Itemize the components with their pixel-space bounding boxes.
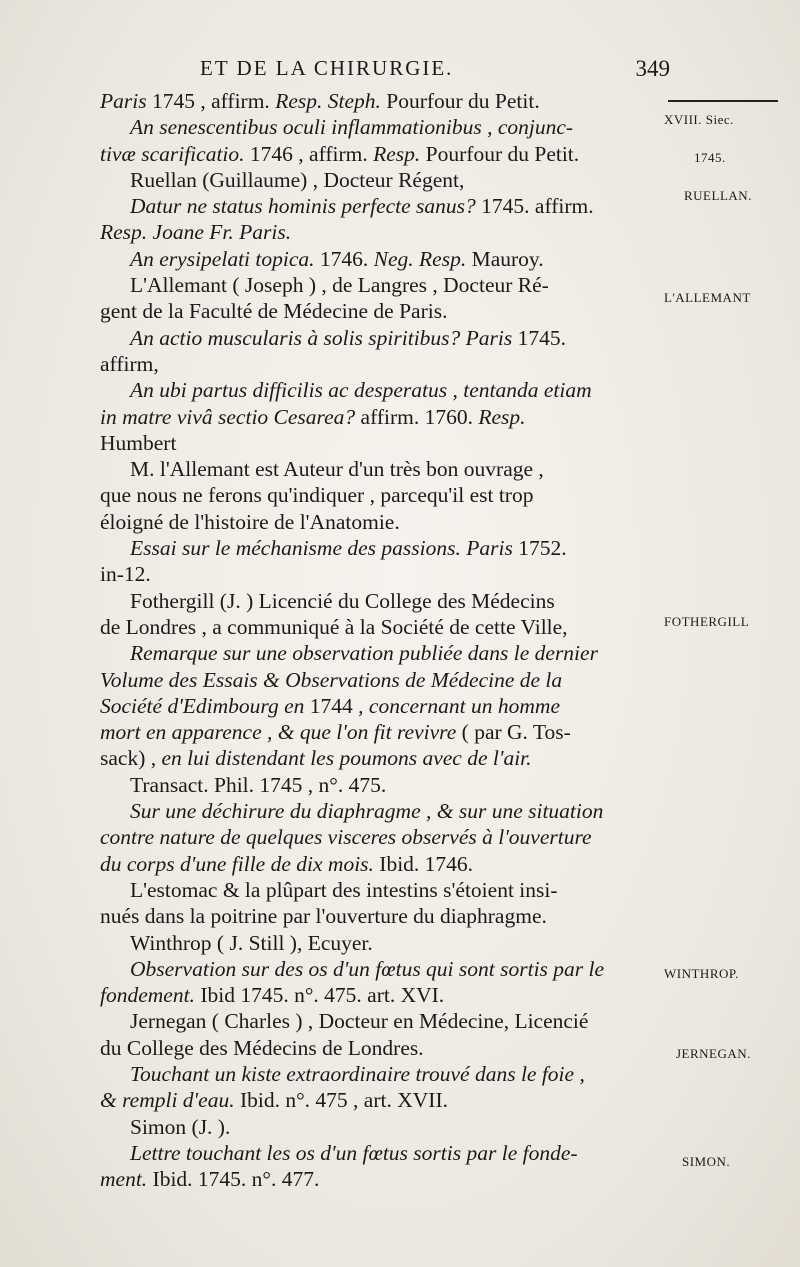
text-line bbox=[100, 667, 662, 693]
page-header bbox=[200, 56, 670, 86]
text-run: An ubi partus difficilis ac desperatus , tentanda etiam bbox=[130, 378, 592, 403]
text-line bbox=[100, 877, 662, 903]
text-line bbox=[100, 1035, 662, 1061]
text-run: An actio muscularis à solis spiritibus? Paris bbox=[130, 325, 513, 350]
text-run: , concernant un homme bbox=[358, 693, 560, 718]
text-line bbox=[100, 298, 662, 324]
text-run: Ibid. n°. 475 , art. XVII. bbox=[234, 1088, 448, 1113]
text-line bbox=[100, 509, 662, 535]
text-run: 1746 , affirm. bbox=[244, 141, 374, 166]
text-run: 1745 , affirm. bbox=[146, 89, 276, 113]
text-run: sack) , bbox=[100, 746, 162, 771]
text-run: ( par G. Tos- bbox=[456, 720, 571, 745]
text-line bbox=[100, 561, 662, 587]
text-run: Pourfour du Petit. bbox=[380, 89, 540, 113]
text-line bbox=[100, 772, 662, 798]
margin-name-ruellan: RUELLAN. bbox=[684, 188, 752, 203]
text-run: Fothergill (J. ) Licencié du College des Médecins bbox=[130, 588, 555, 613]
text-run: 1746. bbox=[314, 246, 374, 271]
text-run: du corps d'une fille de dix mois. bbox=[100, 851, 374, 876]
text-line bbox=[100, 114, 662, 140]
text-run: ment. bbox=[100, 1167, 148, 1192]
text-run: in matre vivâ sectio Cesarea? bbox=[100, 404, 356, 429]
text-line bbox=[100, 430, 662, 456]
text-run: fondement. bbox=[100, 983, 195, 1008]
text-run: Resp. Steph. bbox=[275, 89, 381, 113]
text-line bbox=[100, 982, 662, 1008]
text-run: Ruellan (Guillaume) , Docteur Régent, bbox=[130, 167, 465, 192]
text-run: Transact. Phil. 1745 , n°. 475. bbox=[130, 772, 387, 797]
text-line bbox=[100, 824, 662, 850]
text-run: Humbert bbox=[100, 430, 177, 455]
text-run: An erysipelati topica. bbox=[130, 246, 315, 271]
text-run: Remarque sur une observation publiée dans le dernier bbox=[130, 641, 598, 666]
margin-rule bbox=[668, 100, 778, 102]
text-run: Simon (J. ). bbox=[130, 1114, 231, 1139]
text-line bbox=[100, 141, 662, 167]
text-run: 1745. bbox=[512, 325, 567, 350]
margin-name-fothergill: FOTHERGILL bbox=[664, 614, 750, 629]
text-run: L'estomac & la plûpart des intestins s'étoient insi- bbox=[130, 877, 558, 902]
text-run: Pourfour du Petit. bbox=[420, 141, 580, 166]
text-run: tivæ scarificatio. bbox=[100, 141, 245, 166]
text-run: nués dans la poitrine par l'ouverture du diaphragme. bbox=[100, 904, 547, 929]
text-line bbox=[100, 167, 662, 193]
text-line bbox=[100, 219, 662, 245]
text-line bbox=[100, 588, 662, 614]
text-run: Datur ne status hominis perfecte sanus? bbox=[130, 194, 476, 219]
text-line bbox=[100, 1087, 662, 1113]
text-run: Volume des Essais & Observations de Médecine de la bbox=[100, 667, 563, 692]
text-run: M. l'Allemant est Auteur d'un très bon ouvrage , bbox=[130, 457, 544, 482]
text-run: Ibid 1745. n°. 475. art. XVI. bbox=[194, 983, 445, 1008]
text-line bbox=[100, 246, 662, 272]
text-line bbox=[100, 1166, 662, 1192]
text-line bbox=[100, 745, 662, 771]
text-run: An senescentibus oculi inflammationibus , conjunc- bbox=[130, 115, 574, 140]
text-run: en lui distendant les poumons avec de l'air. bbox=[161, 746, 532, 771]
text-run: mort en apparence , & que l'on fit revivre bbox=[100, 720, 457, 745]
text-run: gent de la Faculté de Médecine de Paris. bbox=[100, 299, 448, 324]
text-line bbox=[100, 456, 662, 482]
text-line bbox=[100, 377, 662, 403]
text-run: de Londres , a communiqué à la Société de cette Ville, bbox=[100, 614, 568, 639]
text-line bbox=[100, 1114, 662, 1140]
text-line bbox=[100, 851, 662, 877]
text-line bbox=[100, 956, 662, 982]
text-run: Resp. bbox=[478, 404, 526, 429]
text-run: Resp. bbox=[373, 141, 421, 166]
text-line bbox=[100, 1140, 662, 1166]
text-run: Ibid. 1745. n°. 477. bbox=[147, 1167, 320, 1192]
text-line bbox=[100, 930, 662, 956]
text-line bbox=[100, 798, 662, 824]
text-line bbox=[100, 614, 662, 640]
text-run: & rempli d'eau. bbox=[100, 1088, 235, 1113]
text-run: 1745. affirm. bbox=[475, 194, 594, 219]
text-run: affirm. 1760. bbox=[355, 404, 479, 429]
text-run: Paris bbox=[100, 89, 147, 113]
text-run: Observation sur des os d'un fœtus qui sont sortis par le bbox=[130, 956, 605, 981]
body-text bbox=[100, 88, 662, 1192]
text-line bbox=[100, 193, 662, 219]
text-line bbox=[100, 903, 662, 929]
text-line bbox=[100, 325, 662, 351]
text-run: Winthrop ( J. Still ), Ecuyer. bbox=[130, 930, 373, 955]
text-run: 1752. bbox=[512, 536, 567, 561]
text-run: Essai sur le méchanisme des passions. Paris bbox=[130, 536, 513, 561]
text-run: Mauroy. bbox=[466, 246, 544, 271]
margin-century: XVIII. Siec. bbox=[664, 112, 734, 127]
margin-name-jernegan: JERNEGAN. bbox=[676, 1046, 751, 1061]
text-run: que nous ne ferons qu'indiquer , parcequ'il est trop bbox=[100, 483, 534, 508]
text-line bbox=[100, 404, 662, 430]
text-run: Neg. Resp. bbox=[373, 246, 467, 271]
text-run: affirm, bbox=[100, 351, 159, 376]
margin-name-lallemant: L'ALLEMANT bbox=[664, 290, 751, 305]
text-run: Ibid. 1746. bbox=[373, 851, 474, 876]
text-line bbox=[100, 88, 662, 114]
text-run: L'Allemant ( Joseph ) , de Langres , Docteur Ré- bbox=[130, 273, 549, 298]
text-run: Sur une déchirure du diaphragme , & sur une situation bbox=[130, 799, 604, 824]
text-run: Lettre touchant les os d'un fœtus sortis par le fonde- bbox=[130, 1140, 578, 1165]
text-line bbox=[100, 640, 662, 666]
text-line bbox=[100, 272, 662, 298]
text-line bbox=[100, 1061, 662, 1087]
text-run: Touchant un kiste extraordinaire trouvé dans le foie , bbox=[130, 1061, 585, 1086]
running-title: ET DE LA CHIRURGIE. bbox=[200, 56, 454, 80]
text-run: du College des Médecins de Londres. bbox=[100, 1035, 424, 1060]
text-run: éloigné de l'histoire de l'Anatomie. bbox=[100, 509, 400, 534]
text-run: Société d'Edimbourg en bbox=[100, 693, 305, 718]
text-line bbox=[100, 1008, 662, 1034]
text-run: in-12. bbox=[100, 562, 151, 587]
text-run: 1744 bbox=[304, 693, 359, 718]
text-line bbox=[100, 693, 662, 719]
text-run: contre nature de quelques visceres observés à l'ouverture bbox=[100, 825, 592, 850]
page-number: 349 bbox=[635, 56, 670, 81]
margin-name-simon: SIMON. bbox=[682, 1154, 731, 1169]
margin-name-winthrop: WINTHROP. bbox=[664, 966, 739, 981]
text-line bbox=[100, 482, 662, 508]
text-line bbox=[100, 535, 662, 561]
margin-year: 1745. bbox=[694, 150, 726, 165]
text-line bbox=[100, 719, 662, 745]
text-line bbox=[100, 351, 662, 377]
text-run: Resp. Joane Fr. Paris. bbox=[100, 220, 292, 245]
text-run: Jernegan ( Charles ) , Docteur en Médecine, Licencié bbox=[130, 1009, 589, 1034]
